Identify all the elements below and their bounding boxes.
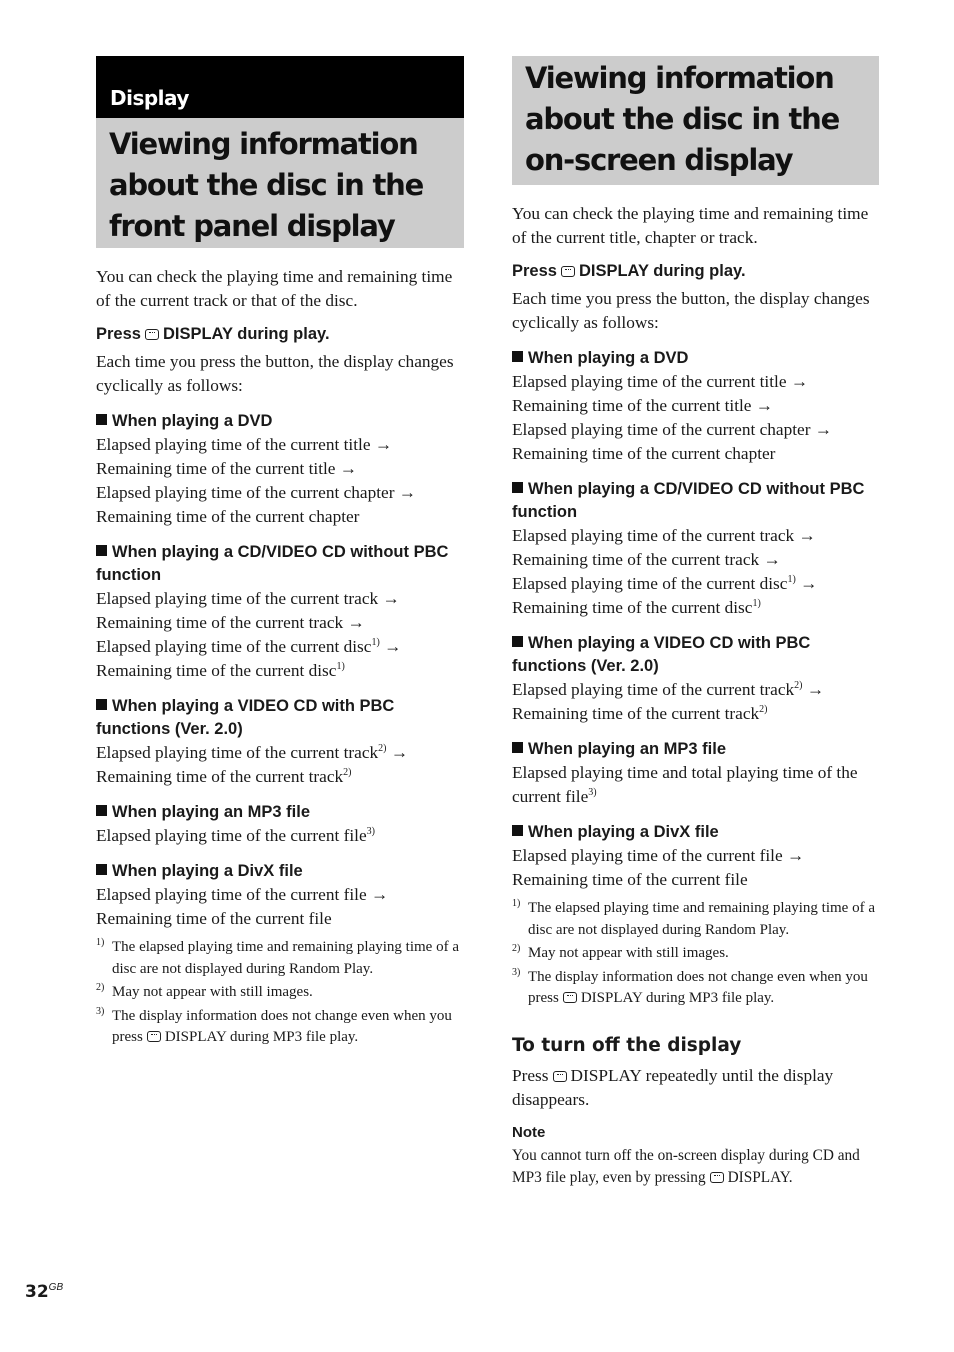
sequence-line: [512, 702, 879, 726]
sequence-line-text: Remaining time of the current file: [96, 909, 332, 928]
left-column: [96, 56, 464, 1049]
footnote-number: 3): [96, 1005, 105, 1017]
sequence-line: [512, 678, 879, 702]
sequence-line: [512, 442, 879, 466]
sequence-lines: [96, 824, 464, 848]
subsection-heading-text: When playing a CD/VIDEO CD without PBC function: [96, 543, 449, 584]
footnote-ref: 3): [366, 826, 375, 837]
footnote-number: 1): [96, 937, 105, 948]
right-title: Viewing information about the disc in the on-screen display: [512, 56, 879, 185]
subsection-heading: [96, 410, 464, 433]
footnote: [512, 943, 879, 965]
subsection-heading: [96, 541, 464, 587]
right-press-instruction: Press DISPLAY during play.: [512, 262, 746, 280]
subsection-heading-text: When playing a DivX file: [112, 862, 303, 880]
right-sections: [512, 347, 879, 892]
sequence-line-text: Remaining time of the current track: [96, 767, 344, 786]
left-sections: [96, 410, 464, 931]
footnote-ref: 1): [371, 637, 380, 648]
subsection-heading-text: When playing a DivX file: [528, 823, 719, 841]
footnote-ref: 1): [336, 661, 345, 672]
sequence-line: [512, 868, 879, 892]
sequence-line-text: Elapsed playing time of the current chapter: [96, 483, 395, 502]
display-button-icon: [563, 992, 577, 1003]
footnote: [96, 982, 464, 1004]
footnote-text: May not appear with still images.: [112, 984, 313, 1000]
note-text: You cannot turn off the on-screen display during CD and MP3 file play, even by pressing DISPLAY.: [512, 1146, 860, 1186]
right-each-time: Each time you press the button, the display changes cyclically as follows:: [512, 289, 870, 332]
subsection-heading: [96, 801, 464, 824]
footnote: [512, 898, 879, 941]
square-bullet-icon: [512, 825, 523, 836]
sequence-paragraph-text: Elapsed playing time and total playing time of the current file: [512, 763, 858, 806]
square-bullet-icon: [96, 545, 107, 556]
square-bullet-icon: [96, 805, 107, 816]
sequence-line: [512, 524, 879, 548]
right-intro: You can check the playing time and remaining time of the current title, chapter or track.: [512, 204, 869, 247]
sequence-line-text: Remaining time of the current chapter: [512, 444, 776, 463]
sequence-line: [96, 587, 464, 611]
subsection-heading-text: When playing a CD/VIDEO CD without PBC function: [512, 480, 865, 521]
arrow-icon: →: [390, 743, 409, 762]
sequence-line: [512, 548, 879, 572]
sequence-line: [96, 907, 464, 931]
subsection-heading-text: When playing an MP3 file: [112, 803, 311, 821]
sequence-line-text: Remaining time of the current disc: [96, 661, 337, 680]
sequence-paragraph: [512, 761, 879, 809]
sequence-line: [96, 481, 464, 505]
footnote-ref: 3): [588, 787, 597, 798]
left-intro: You can check the playing time and remaining time of the current track or that of the disc.: [96, 267, 453, 310]
square-bullet-icon: [96, 864, 107, 875]
sequence-line-text: Remaining time of the current track: [512, 704, 760, 723]
footnote-ref: 2): [794, 680, 803, 691]
subsection-heading-text: When playing an MP3 file: [528, 740, 727, 758]
sequence-line-text: Elapsed playing time of the current track: [96, 743, 379, 762]
sequence-lines: [96, 741, 464, 789]
footnote: [96, 937, 464, 980]
sequence-line-text: Elapsed playing time of the current disc: [96, 637, 372, 656]
turn-off-heading: To turn off the display: [512, 1034, 742, 1056]
subsection-heading: [512, 738, 879, 761]
subsection-heading: [512, 347, 879, 370]
sequence-lines: [512, 678, 879, 726]
square-bullet-icon: [512, 482, 523, 493]
sequence-line-text: Elapsed playing time of the current file: [96, 885, 367, 904]
subsection-heading: [512, 478, 879, 524]
arrow-icon: →: [755, 396, 774, 415]
square-bullet-icon: [512, 351, 523, 362]
sequence-line-text: Elapsed playing time of the current chapter: [512, 420, 811, 439]
left-title: Viewing information about the disc in the front panel display: [96, 118, 464, 248]
square-bullet-icon: [512, 742, 523, 753]
arrow-icon: →: [786, 846, 805, 865]
arrow-icon: →: [339, 459, 358, 478]
sequence-line: [512, 418, 879, 442]
footnote: [512, 967, 879, 1010]
arrow-icon: →: [806, 680, 825, 699]
sequence-line-text: Elapsed playing time of the current title: [96, 435, 371, 454]
sequence-line-text: Elapsed playing time of the current track: [512, 680, 795, 699]
sequence-line-text: Remaining time of the current track: [96, 613, 344, 632]
footnote-number: 2): [512, 943, 521, 954]
sequence-line-text: Remaining time of the current disc: [512, 598, 753, 617]
footnote-ref: 2): [378, 743, 387, 754]
subsection-heading: [96, 695, 464, 741]
sequence-lines: [96, 587, 464, 683]
footnote-number: 1): [512, 898, 521, 909]
sequence-line: [96, 741, 464, 765]
sequence-line: [96, 635, 464, 659]
turn-off-text: Press DISPLAY repeatedly until the display disappears.: [512, 1065, 834, 1109]
sequence-line-text: Remaining time of the current file: [512, 870, 748, 889]
left-each-time: Each time you press the button, the display changes cyclically as follows:: [96, 352, 454, 395]
display-button-icon: [710, 1172, 724, 1183]
arrow-icon: →: [398, 483, 417, 502]
arrow-icon: →: [800, 574, 818, 593]
display-button-icon: [553, 1071, 567, 1082]
sequence-line: [96, 824, 464, 848]
sequence-line: [96, 883, 464, 907]
arrow-icon: →: [347, 613, 365, 632]
page-number: $32^{GB}$: [25, 1282, 64, 1302]
display-button-icon: [147, 1031, 161, 1042]
sequence-lines: [96, 883, 464, 931]
subsection-heading-text: When playing a DVD: [528, 349, 689, 367]
left-footnotes: [96, 937, 464, 1049]
footnote-text: The display information does not change even when you press: [528, 968, 868, 1006]
footnote-ref: 1): [752, 598, 761, 609]
footnote-number: 3): [512, 966, 521, 978]
display-button-icon: [561, 266, 575, 277]
sequence-line-text: Remaining time of the current chapter: [96, 507, 360, 526]
arrow-icon: →: [814, 420, 833, 439]
square-bullet-icon: [96, 699, 107, 710]
sequence-line: [512, 844, 879, 868]
arrow-icon: →: [763, 550, 781, 569]
arrow-icon: →: [798, 526, 816, 545]
arrow-icon: →: [374, 435, 393, 454]
sequence-lines: [512, 844, 879, 892]
sequence-lines: [96, 433, 464, 529]
sequence-lines: [512, 370, 879, 466]
footnote-ref: 2): [343, 767, 352, 778]
sequence-line-text: Remaining time of the current title: [96, 459, 336, 478]
square-bullet-icon: [96, 414, 107, 425]
right-footnotes: [512, 898, 879, 1010]
sequence-line-text: Elapsed playing time of the current title: [512, 372, 787, 391]
sequence-line-text: Elapsed playing time of the current file: [512, 846, 783, 865]
footnote-number: 2): [96, 982, 105, 993]
sequence-line: [96, 659, 464, 683]
footnote-text: DISPLAY during MP3 file play.: [164, 1029, 359, 1045]
footnote-ref: 1): [787, 574, 796, 585]
footnote-text: May not appear with still images.: [528, 945, 729, 961]
sequence-line-text: Elapsed playing time of the current disc: [512, 574, 788, 593]
footnote-text: DISPLAY during MP3 file play.: [580, 990, 775, 1006]
section-tab: Display: [96, 56, 464, 118]
arrow-icon: →: [790, 372, 809, 391]
subsection-heading-text: When playing a VIDEO CD with PBC functions (Ver. 2.0): [96, 697, 395, 738]
left-press-instruction: Press DISPLAY during play.: [96, 325, 330, 343]
sequence-lines: [512, 524, 879, 620]
sequence-line-text: Remaining time of the current track: [512, 550, 760, 569]
arrow-icon: →: [382, 589, 400, 608]
sequence-line-text: Elapsed playing time of the current track: [512, 526, 795, 545]
subsection-heading: [512, 821, 879, 844]
sequence-line: [96, 765, 464, 789]
sequence-line: [512, 596, 879, 620]
sequence-line: [96, 433, 464, 457]
sequence-line-text: Remaining time of the current title: [512, 396, 752, 415]
sequence-line: [96, 457, 464, 481]
subsection-heading-text: When playing a DVD: [112, 412, 273, 430]
footnote-ref: 2): [759, 704, 768, 715]
sequence-line: [512, 370, 879, 394]
subsection-heading: [512, 632, 879, 678]
arrow-icon: →: [384, 637, 402, 656]
square-bullet-icon: [512, 636, 523, 647]
footnote-text: The elapsed playing time and remaining playing time of a disc are not displayed during Random Play.: [528, 900, 875, 938]
footnote-text: The elapsed playing time and remaining playing time of a disc are not displayed during Random Play.: [112, 939, 459, 977]
sequence-line-text: Elapsed playing time of the current file: [96, 826, 367, 845]
subsection-heading: [96, 860, 464, 883]
sequence-line: [96, 611, 464, 635]
subsection-heading-text: When playing a VIDEO CD with PBC functions (Ver. 2.0): [512, 634, 811, 675]
right-column: [512, 56, 879, 1189]
arrow-icon: →: [370, 885, 389, 904]
note-label: Note: [512, 1123, 546, 1141]
footnote: [96, 1006, 464, 1049]
sequence-line: [512, 572, 879, 596]
sequence-line-text: Elapsed playing time of the current track: [96, 589, 379, 608]
sequence-line: [96, 505, 464, 529]
sequence-line: [512, 394, 879, 418]
footnote-text: The display information does not change even when you press: [112, 1007, 452, 1045]
display-button-icon: [145, 329, 159, 340]
